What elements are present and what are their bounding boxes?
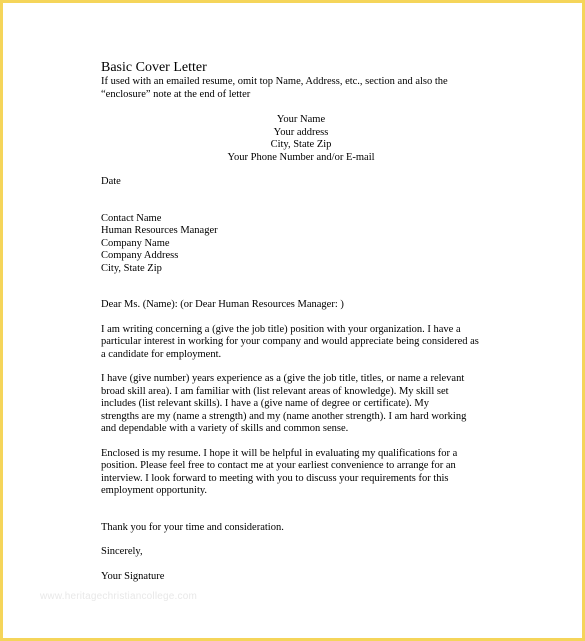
paragraph-line: particular interest in working for your company and would appreciate being considered as [101, 336, 479, 347]
signature-line: Your Signature [101, 570, 165, 582]
recipient-line: Contact Name [101, 212, 162, 224]
closing-line: Sincerely, [101, 546, 143, 557]
watermark: www.heritagechristiancollege.com [40, 591, 198, 602]
paragraph-intro [101, 324, 501, 362]
instruction-line: If used with an emailed resume, omit top Name, Address, etc., section and also the [101, 76, 448, 87]
recipient-line: Company Name [101, 237, 170, 249]
paragraph-line: includes (list relevant skills). I have a (give name of degree or certificate). My [101, 398, 429, 409]
paragraph-line: Enclosed is my resume. I hope it will be helpful in evaluating my qualifications for a [101, 447, 458, 459]
paragraph-experience [101, 373, 501, 436]
instructions [101, 76, 501, 101]
paragraph-line: broad skill area). I am familiar with (list relevant areas of knowledge). My skill set [101, 385, 449, 397]
recipient-block [101, 213, 501, 276]
salutation: Dear Ms. (Name): (or Dear Human Resources Manager: ) [101, 299, 344, 310]
cover-letter-page [101, 60, 501, 583]
sender-address: Your address [273, 126, 329, 138]
sender-name: Your Name [276, 114, 326, 125]
sender-block [101, 114, 501, 164]
paragraph-enclosure [101, 448, 501, 498]
document-title: Basic Cover Letter [101, 60, 207, 75]
recipient-line: Human Resources Manager [101, 225, 218, 236]
paragraph-line: position. Please feel free to contact me at your earliest convenience to arrange for an [101, 460, 456, 471]
sender-contact: Your Phone Number and/or E-mail [227, 151, 375, 163]
recipient-line: City, State Zip [101, 262, 162, 274]
sender-city: City, State Zip [270, 139, 332, 150]
paragraph-line: a candidate for employment. [101, 348, 222, 360]
paragraph-line: strengths are my (name a strength) and my (name another strength). I am hard working [101, 410, 467, 422]
paragraph-line: I am writing concerning a (give the job title) position with your organization. I have a [101, 323, 461, 335]
paragraph-line: employment opportunity. [101, 485, 208, 496]
recipient-line: Company Address [101, 250, 179, 261]
paragraph-line: and dependable with a variety of skills and common sense. [101, 423, 349, 434]
paragraph-line: I have (give number) years experience as a (give the job title, titles, or name a relevant [101, 373, 465, 384]
thanks-line: Thank you for your time and consideration. [101, 521, 284, 533]
date-line: Date [101, 176, 121, 187]
paragraph-line: interview. I look forward to meeting with you to discuss your requirements for this [101, 472, 449, 484]
instruction-line: “enclosure” note at the end of letter [101, 88, 251, 100]
